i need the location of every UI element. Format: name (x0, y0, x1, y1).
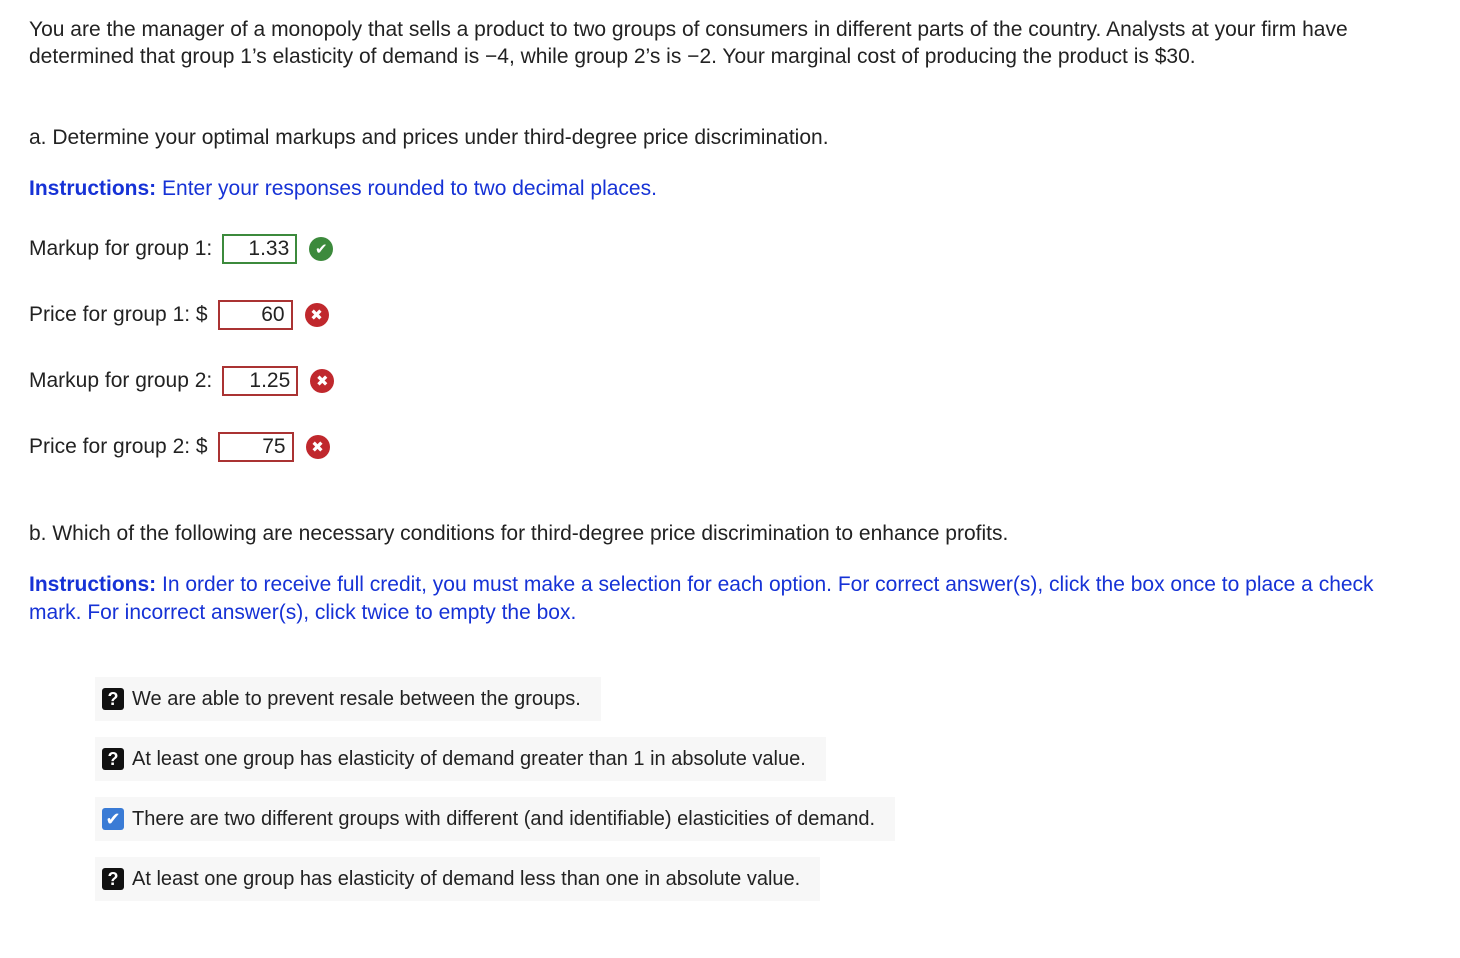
x-circle-icon: ✖ (310, 369, 334, 393)
x-circle-icon: ✖ (306, 435, 330, 459)
option-prevent-resale[interactable] (95, 677, 601, 721)
price-group-1-label: Price for group 1: $ (29, 303, 208, 326)
price-group-1-input[interactable] (218, 300, 293, 330)
question-page (29, 16, 1429, 890)
question-text: You are the manager of a monopoly that sells a product to two groups of consumers in different parts of the country. Analysts at your firm have determined that group 1’s elasticity of demand is −4, while group 2’s is −2. Your marginal cost of producing the product is $30. (29, 18, 1348, 68)
option-label: There are two different groups with different (and identifiable) elasticities of demand. (132, 807, 876, 830)
option-label: At least one group has elasticity of demand less than one in absolute value. (132, 867, 801, 890)
instructions-label: Instructions: (29, 177, 157, 200)
option-two-different-groups[interactable] (95, 797, 895, 841)
part-a-prompt: a. Determine your optimal markups and prices under third-degree price discrimination. (29, 126, 829, 149)
price-group-1-row (29, 298, 329, 332)
check-circle-icon: ✔ (309, 237, 333, 261)
price-group-2-row (29, 430, 330, 464)
option-elasticity-less-than-one[interactable] (95, 857, 820, 901)
checked-checkbox-icon[interactable]: ✔ (102, 808, 124, 830)
instructions-label: Instructions: (29, 573, 157, 596)
markup-group-1-label: Markup for group 1: (29, 237, 213, 260)
option-label: At least one group has elasticity of demand greater than 1 in absolute value. (132, 747, 806, 770)
markup-group-1-row (29, 232, 333, 266)
question-mark-checkbox-icon[interactable]: ? (102, 688, 124, 710)
markup-group-1-input[interactable] (222, 234, 297, 264)
x-circle-icon: ✖ (305, 303, 329, 327)
question-mark-checkbox-icon[interactable]: ? (102, 748, 124, 770)
part-b-instructions (29, 571, 1399, 627)
option-elasticity-greater-than-1[interactable] (95, 737, 826, 781)
option-label: We are able to prevent resale between the groups. (132, 687, 581, 710)
markup-group-2-input[interactable] (222, 366, 298, 396)
question-mark-checkbox-icon[interactable]: ? (102, 868, 124, 890)
instructions-text: Enter your responses rounded to two decimal places. (156, 177, 657, 200)
part-b-prompt: b. Which of the following are necessary conditions for third-degree price discrimination to enhance profits. (29, 522, 1009, 545)
part-a-instructions (29, 175, 1399, 203)
price-group-2-label: Price for group 2: $ (29, 435, 208, 458)
instructions-text: In order to receive full credit, you must make a selection for each option. For correct answer(s), click the box once to place a check mark. For incorrect answer(s), click twice to empty the box. (29, 573, 1374, 624)
price-group-2-input[interactable] (218, 432, 294, 462)
markup-group-2-label: Markup for group 2: (29, 369, 213, 392)
markup-group-2-row (29, 364, 334, 398)
